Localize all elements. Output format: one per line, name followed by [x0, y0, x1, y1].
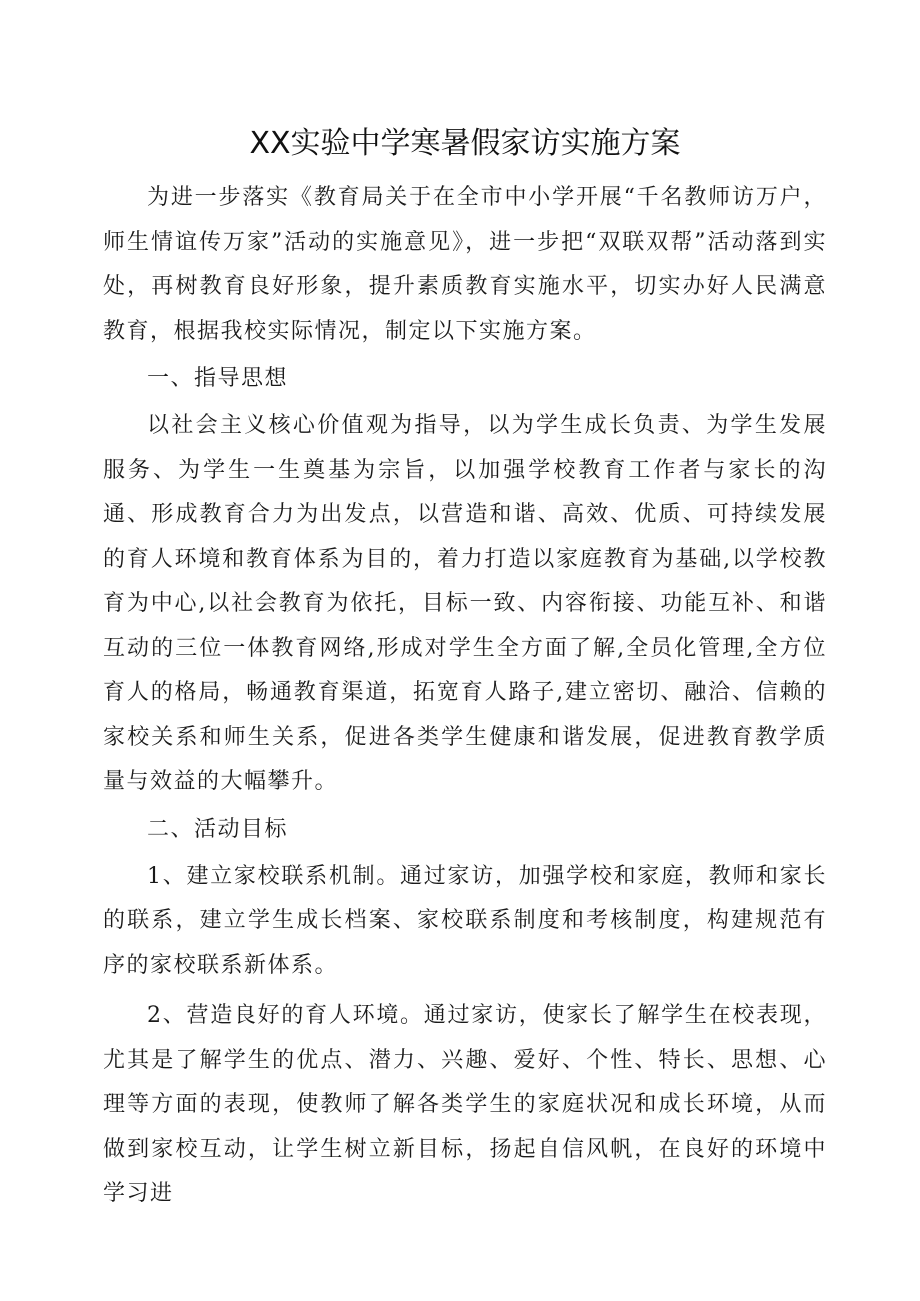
document-page [103, 118, 827, 1217]
goal-paragraph-2: 2、营造良好的育人环境。通过家访，使家长了解学生在校表现，尤其是了解学生的优点、潜力、兴趣、爱好、个性、特长、思想、心理等方面的表现，使教师了解各类学生的家庭状况和成长环境，从而做到家校互动，让学生树立新目标，扬起自信风帆，在良好的环境中学习进 [103, 1003, 827, 1206]
section-heading-activity-goals: 二、活动目标 [147, 816, 289, 842]
section-paragraph-guiding-ideology: 以社会主义核心价值观为指导，以为学生成长负责、为学生发展服务、为学生一生奠基为宗旨，以加强学校教育工作者与家长的沟通、形成教育合力为出发点，以营造和谐、高效、优质、可持续发展的育人环境和教育体系为目的，着力打造以家庭教育为基础,以学校教育为中心,以社会教育为依托，目标一致、内容衔接、功能互补、和谐互动的三位一体教育网络,形成对学生全方面了解,全员化管理,全方位育人的格局，畅通教育渠道，拓宽育人路子,建立密切、融洽、信赖的家校关系和师生关系，促进各类学生健康和谐发展，促进教育教学质量与效益的大幅攀升。 [103, 413, 827, 794]
intro-paragraph: 为进一步落实《教育局关于在全市中小学开展“千名教师访万户，师生情谊传万家”活动的实施意见》，进一步把“双联双帮”活动落到实处，再树教育良好形象，提升素质教育实施水平，切实办好人民满意教育，根据我校实际情况，制定以下实施方案。 [103, 185, 827, 344]
section-heading-guiding-ideology: 一、指导思想 [147, 366, 289, 391]
goal-paragraph-1: 1、建立家校联系机制。通过家访，加强学校和家庭，教师和家长的联系，建立学生成长档案、家校联系制度和考核制度，构建规范有序的家校联系新体系。 [103, 863, 827, 978]
document-title: XX实验中学寒暑假家访实施方案 [249, 126, 681, 161]
